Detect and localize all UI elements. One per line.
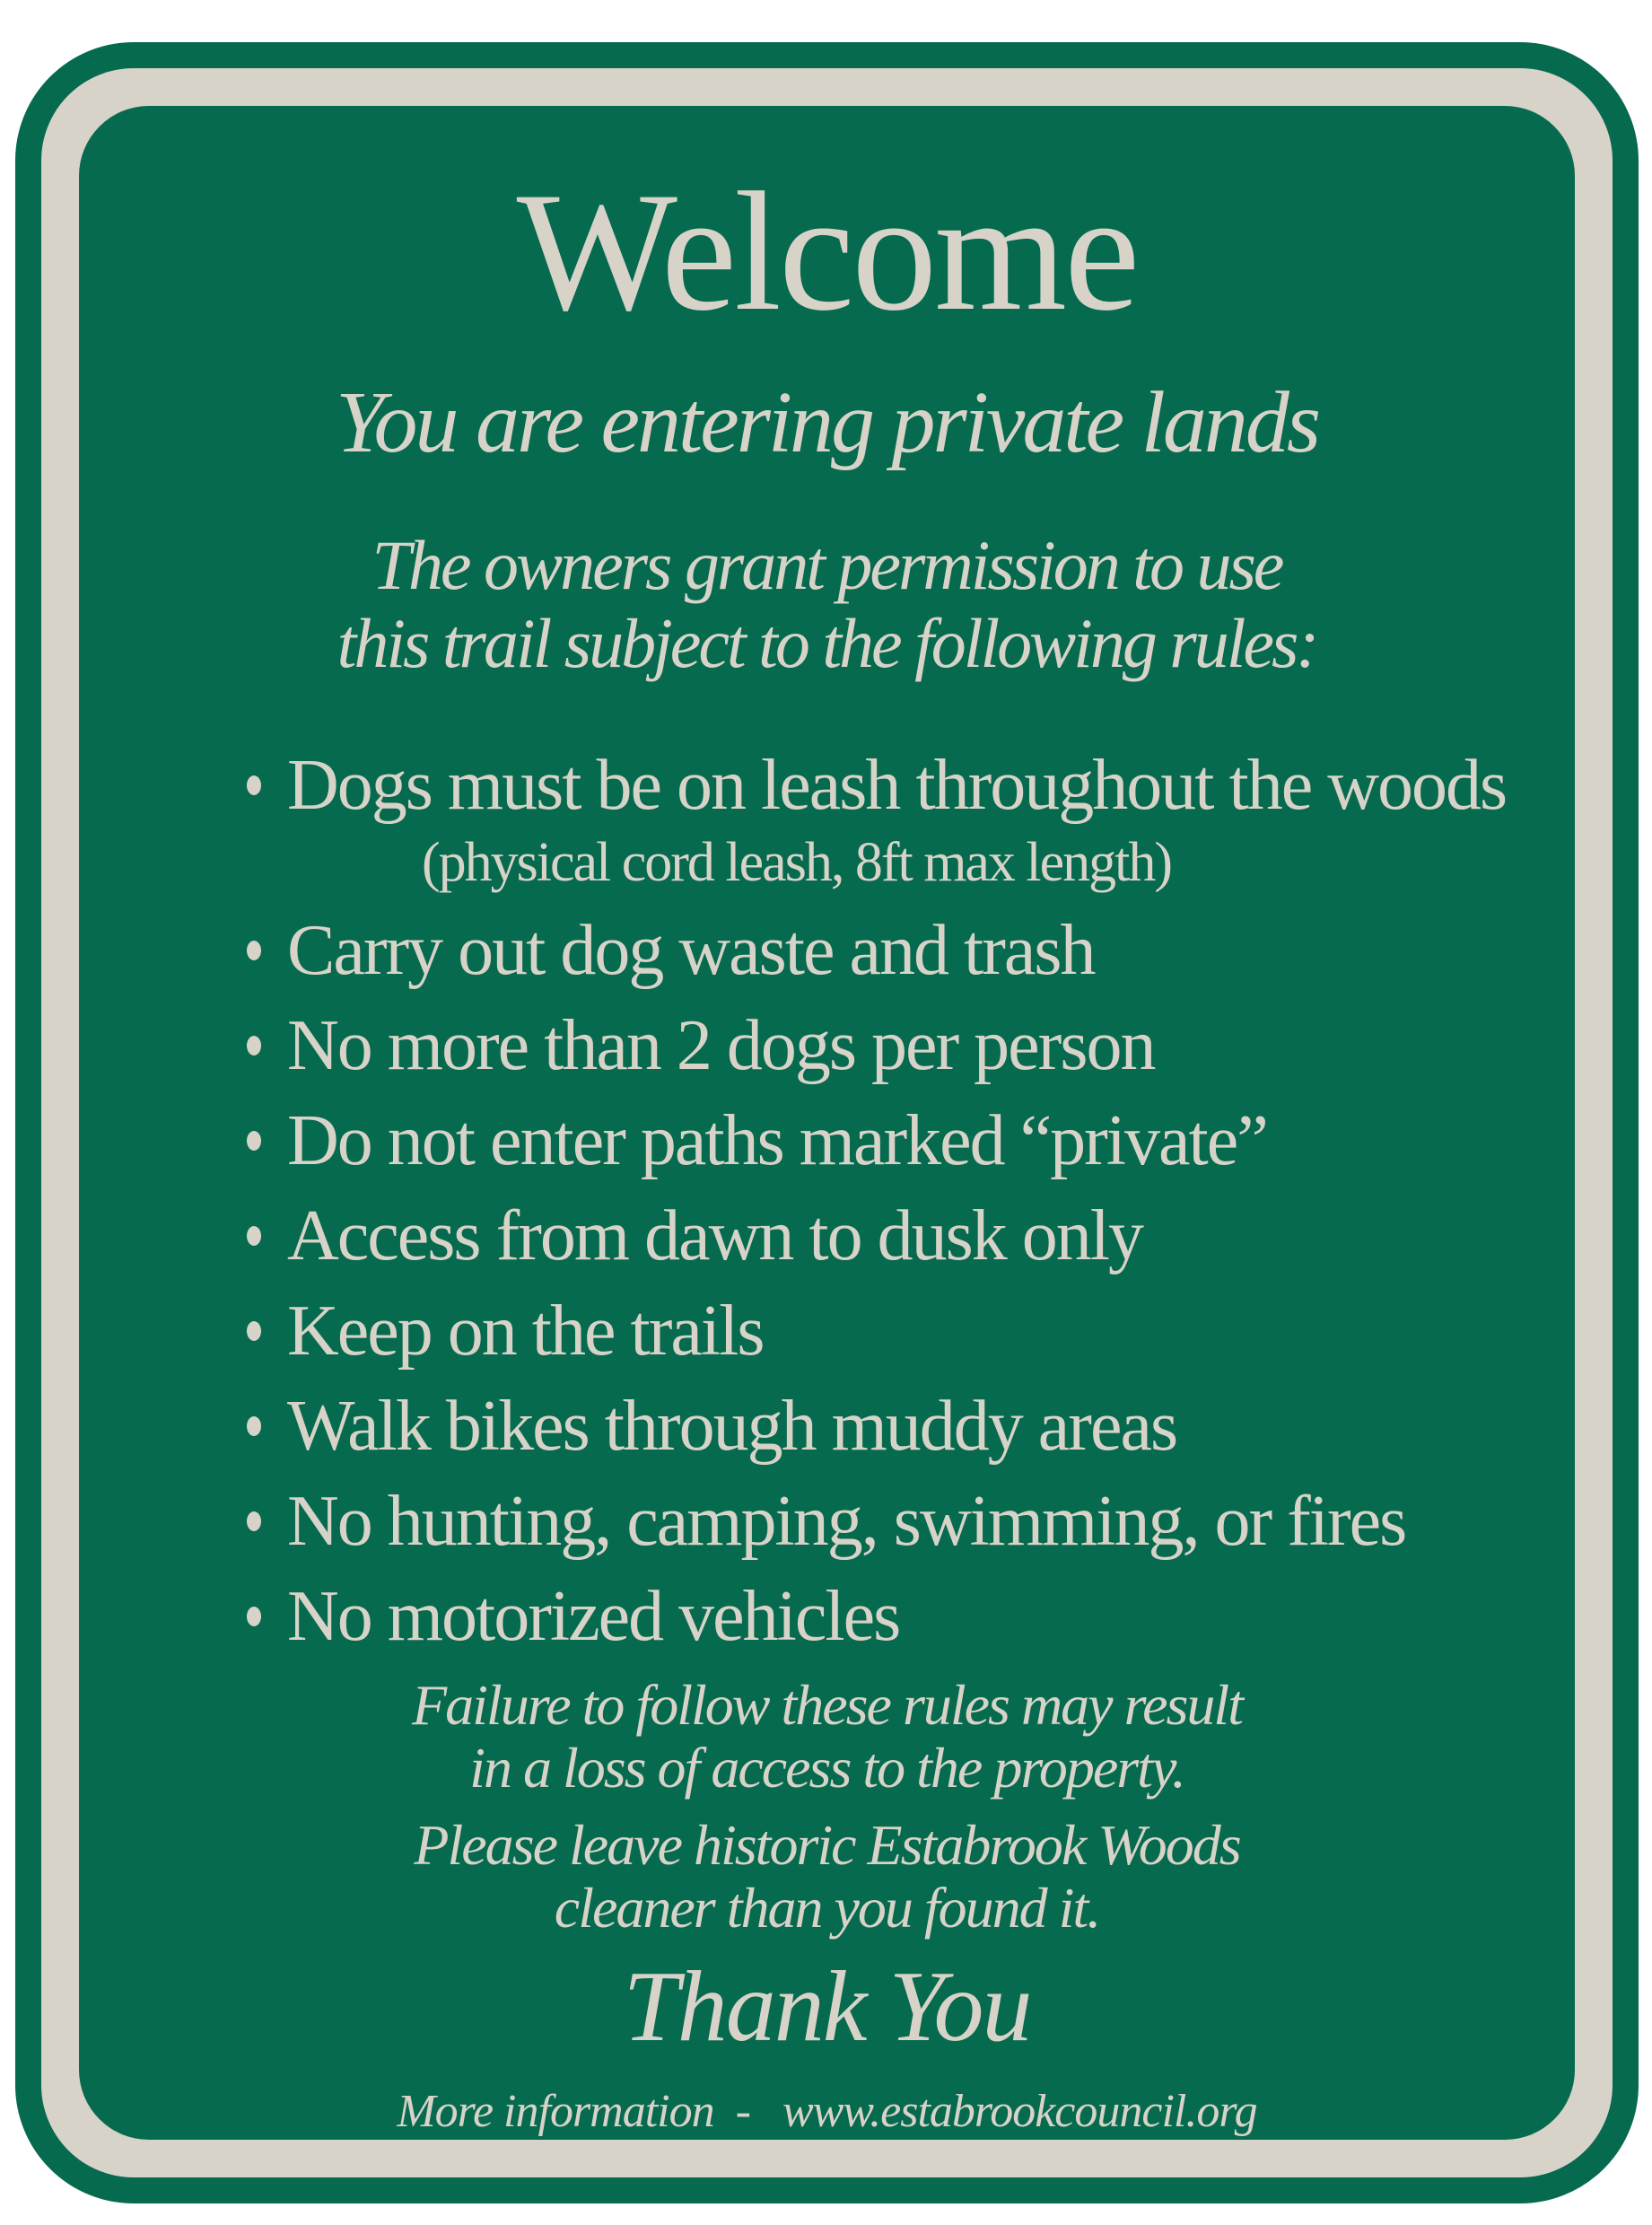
rules-list	[79, 748, 1575, 1654]
trail-sign	[15, 42, 1639, 2203]
rule-text: Do not enter paths marked “private”	[287, 1101, 1267, 1180]
rule-item	[287, 1388, 1548, 1464]
request-line-2: cleaner than you found it.	[554, 1876, 1100, 1940]
rule-item	[287, 913, 1548, 988]
rule-text: No motorized vehicles	[287, 1577, 900, 1656]
rule-text: No hunting, camping, swimming, or fires	[287, 1482, 1406, 1561]
footer-text: More information - www.estabrookcouncil.org	[397, 2086, 1257, 2137]
intro-line-2: this trail subject to the following rules:	[337, 604, 1317, 682]
bullet-dot	[247, 1036, 261, 1056]
rule-item	[287, 1198, 1548, 1274]
rule-item	[287, 1103, 1548, 1178]
warning-line-1: Failure to follow these rules may result	[412, 1673, 1242, 1737]
request-text	[79, 1814, 1575, 1940]
sign-title: Welcome	[516, 158, 1138, 346]
bullet-dot	[247, 1607, 261, 1626]
rule-text: Walk bikes through muddy areas	[287, 1387, 1177, 1466]
warning-text	[79, 1674, 1575, 1800]
rule-text: Keep on the trails	[287, 1292, 764, 1371]
bullet-dot	[247, 1131, 261, 1151]
bullet-dot	[247, 1511, 261, 1531]
bullet-dot	[247, 1226, 261, 1246]
rule-note: (physical cord leash, 8ft max length)	[422, 832, 1172, 893]
bullet-dot	[247, 1416, 261, 1436]
bullet-dot	[247, 775, 261, 795]
bullet-dot	[247, 941, 261, 960]
rule-item	[287, 1293, 1548, 1369]
rule-text: Carry out dog waste and trash	[287, 911, 1095, 990]
rule-item	[287, 1008, 1548, 1083]
sign-panel	[79, 106, 1575, 2140]
closing-text: Thank You	[623, 1951, 1031, 2063]
rule-text: Dogs must be on leash throughout the woods	[287, 746, 1507, 825]
request-line-1: Please leave historic Estabrook Woods	[414, 1813, 1240, 1877]
bullet-dot	[247, 1321, 261, 1341]
rule-text: No more than 2 dogs per person	[287, 1006, 1155, 1085]
intro-text	[79, 526, 1575, 682]
intro-line-1: The owners grant permission to use	[371, 526, 1282, 604]
rule-item	[287, 748, 1548, 893]
warning-line-2: in a loss of access to the property.	[469, 1736, 1184, 1800]
rule-item	[287, 1484, 1548, 1559]
rule-text: Access from dawn to dusk only	[287, 1196, 1142, 1275]
rule-item	[287, 1579, 1548, 1654]
sign-subtitle: You are entering private lands	[335, 374, 1319, 471]
